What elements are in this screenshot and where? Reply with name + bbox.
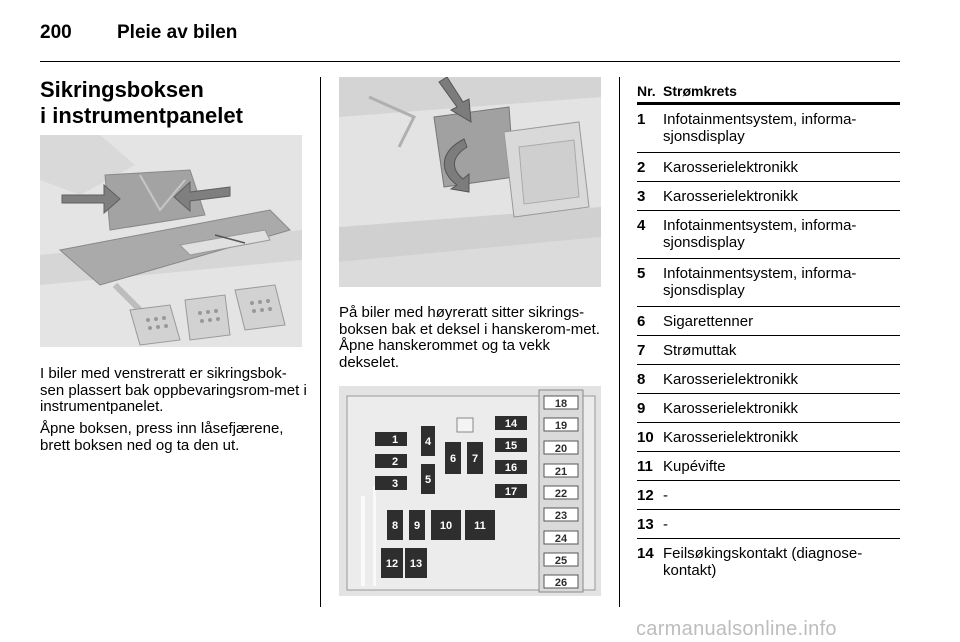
- row-circuit: Karosserielektronikk: [663, 400, 799, 417]
- fuse-box-diagram: [339, 386, 601, 596]
- table-header: [637, 80, 900, 105]
- row-circuit: Sigarettenner: [663, 313, 754, 330]
- left-paragraph-2: Åpne boksen, press inn låsefjærene, brett boksen ned og ta den ut.: [40, 420, 284, 454]
- fuse-14: [495, 416, 527, 430]
- column-header-nr: Nr.: [637, 83, 656, 99]
- row-circuit: Strømuttak: [663, 342, 737, 359]
- row-circuit: Feilsøkingskontakt (diagnose-kontakt): [663, 545, 863, 579]
- fuse-label-4: 4: [424, 436, 432, 448]
- column-divider-1: [320, 77, 321, 607]
- fuse-label-3: 3: [391, 478, 399, 490]
- table-row: [637, 336, 900, 365]
- fuse-label-15: 15: [504, 440, 518, 452]
- fuse-10: [431, 510, 461, 540]
- fuse-label-17: 17: [504, 486, 518, 498]
- row-number: 6: [637, 313, 646, 330]
- fuse-22: [544, 486, 578, 500]
- section-title-line1: Sikringsboksen: [40, 77, 204, 102]
- fuse-label-24: 24: [554, 533, 568, 545]
- table-row: [637, 153, 900, 182]
- fuse-label-11: 11: [474, 520, 486, 532]
- section-title-line2: i instrumentpanelet: [40, 103, 243, 128]
- page-number: 200: [40, 22, 72, 43]
- row-circuit: Infotainmentsystem, informa-sjonsdisplay: [663, 217, 857, 251]
- left-hand-drive-illustration: [40, 135, 302, 347]
- fuse-18: [544, 396, 578, 410]
- row-circuit: Karosserielektronikk: [663, 371, 799, 388]
- row-number: 8: [637, 371, 646, 388]
- fuse-7: [467, 442, 483, 474]
- fuse-12: [381, 548, 403, 578]
- table-row: [637, 105, 900, 153]
- fuse-26: [544, 575, 578, 589]
- fuse-assignment-table: [637, 80, 900, 586]
- right-hand-drive-illustration: [339, 77, 601, 287]
- row-number: 13: [637, 516, 654, 533]
- fuse-13: [405, 548, 427, 578]
- table-row: [637, 211, 900, 259]
- table-row: [637, 539, 900, 586]
- fuse-8: [387, 510, 403, 540]
- fuse-23: [544, 508, 578, 522]
- row-circuit: Karosserielektronikk: [663, 159, 799, 176]
- watermark: carmanualsonline.info: [636, 618, 837, 640]
- fuse-20: [544, 441, 578, 455]
- row-number: 4: [637, 217, 646, 234]
- row-circuit: Infotainmentsystem, informa-sjonsdisplay: [663, 265, 857, 299]
- row-number: 3: [637, 188, 646, 205]
- table-row: [637, 394, 900, 423]
- fuse-label-12: 12: [385, 558, 399, 570]
- fuse-24: [544, 531, 578, 545]
- fuse-16: [495, 460, 527, 474]
- fuse-label-18: 18: [554, 398, 568, 410]
- row-circuit: Karosserielektronikk: [663, 188, 799, 205]
- fuse-3: [375, 476, 407, 490]
- fuse-9: [409, 510, 425, 540]
- fuse-label-7: 7: [471, 453, 479, 465]
- row-number: 2: [637, 159, 646, 176]
- row-number: 11: [637, 458, 653, 475]
- fuse-label-9: 9: [413, 520, 421, 532]
- table-row: [637, 481, 900, 510]
- table-row: [637, 259, 900, 307]
- fuse-label-21: 21: [554, 466, 568, 478]
- fuse-label-10: 10: [439, 520, 453, 532]
- fuse-21: [544, 464, 578, 478]
- row-number: 12: [637, 487, 654, 504]
- row-circuit: -: [663, 487, 668, 504]
- header-divider: [40, 61, 900, 62]
- fuse-label-13: 13: [409, 558, 423, 570]
- chapter-title: Pleie av bilen: [117, 22, 238, 43]
- fuse-label-14: 14: [504, 418, 518, 430]
- fuse-label-22: 22: [554, 488, 568, 500]
- fuse-label-2: 2: [391, 456, 399, 468]
- middle-paragraph: På biler med høyreratt sitter sikrings-boksen bak et deksel i hanskerom-met. Åpne hanskerommet og ta vekk dekselet.: [339, 304, 600, 371]
- table-body: [637, 105, 900, 586]
- fuse-label-8: 8: [391, 520, 399, 532]
- fuse-label-23: 23: [554, 510, 568, 522]
- table-row: [637, 423, 900, 452]
- fuse-15: [495, 438, 527, 452]
- table-row: [637, 182, 900, 211]
- fuse-label-16: 16: [504, 462, 518, 474]
- table-row: [637, 452, 900, 481]
- row-circuit: Karosserielektronikk: [663, 429, 799, 446]
- fuse-label-20: 20: [554, 443, 568, 455]
- row-number: 9: [637, 400, 646, 417]
- row-number: 10: [637, 429, 654, 446]
- fuse-17: [495, 484, 527, 498]
- left-paragraph-1: I biler med venstreratt er sikringsbok-sen plassert bak oppbevaringsrom-met i instrumentpanelet.: [40, 365, 307, 415]
- fuse-19: [544, 418, 578, 432]
- fuse-4: [421, 426, 435, 456]
- fuse-label-5: 5: [424, 474, 432, 486]
- fuse-6: [445, 442, 461, 474]
- fuse-label-25: 25: [554, 555, 568, 567]
- table-row: [637, 307, 900, 336]
- fuse-label-26: 26: [554, 577, 568, 589]
- section-title: [40, 77, 310, 129]
- row-number: 5: [637, 265, 646, 282]
- table-row: [637, 365, 900, 394]
- row-circuit: Infotainmentsystem, informa-sjonsdisplay: [663, 111, 857, 145]
- row-number: 7: [637, 342, 646, 359]
- column-header-circuit: Strømkrets: [663, 83, 737, 99]
- fuse-label-19: 19: [554, 420, 568, 432]
- table-row: [637, 510, 900, 539]
- row-circuit: -: [663, 516, 668, 533]
- row-number: 14: [637, 545, 654, 562]
- fuse-1: [375, 432, 407, 446]
- column-divider-2: [619, 77, 620, 607]
- fuse-2: [375, 454, 407, 468]
- row-circuit: Kupévifte: [663, 458, 726, 475]
- fuse-label-6: 6: [449, 453, 457, 465]
- fuse-11: [465, 510, 495, 540]
- fuse-label-1: 1: [391, 434, 399, 446]
- fuse-25: [544, 553, 578, 567]
- fuse-5: [421, 464, 435, 494]
- row-number: 1: [637, 111, 646, 128]
